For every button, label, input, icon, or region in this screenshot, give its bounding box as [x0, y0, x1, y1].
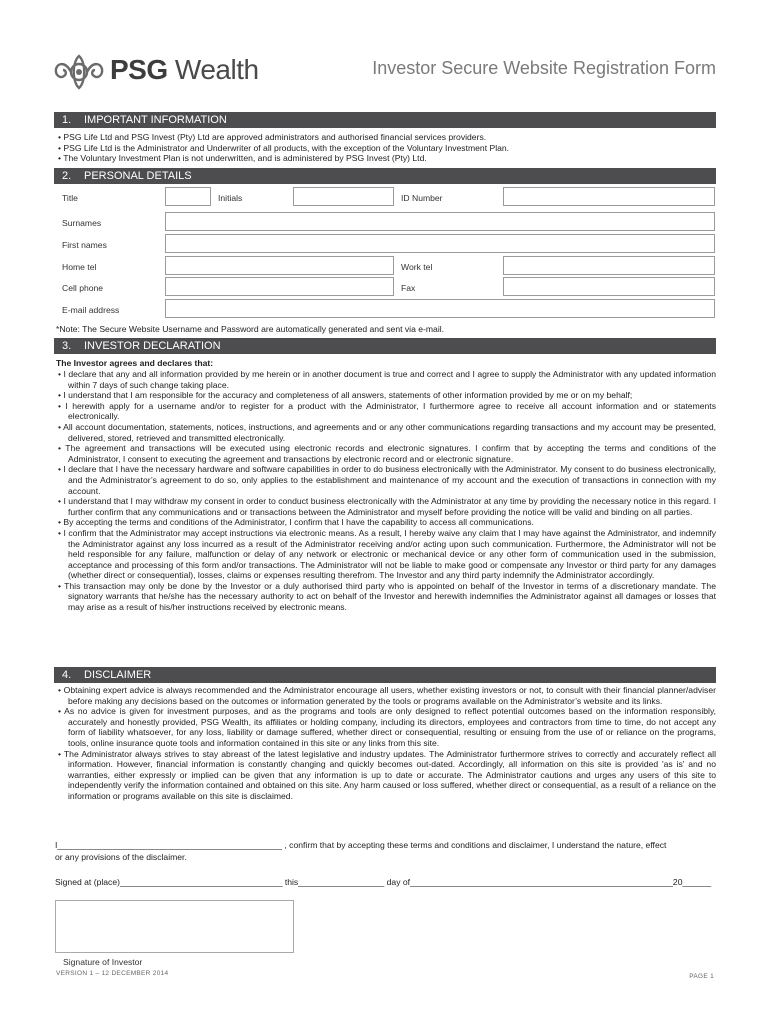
- fax-field[interactable]: [503, 277, 715, 296]
- logo-text: PSG Wealth: [110, 54, 259, 85]
- list-item: • I herewith apply for a username and/or to register for a product with the Administrator, I furthermore agree to receive all account information and or statements electronically.: [58, 400, 716, 422]
- list-item: • I understand that I am responsible for the accuracy and completeness of all answers, statements of other information provided by me or on my behalf;: [58, 390, 633, 401]
- home-tel-label: Home tel: [62, 262, 97, 272]
- initials-label: Initials: [218, 193, 243, 203]
- confirm-line[interactable]: I_______________________________________________ , confirm that by accepting these terms and conditions and disclaimer, I understand the nature, effect: [55, 840, 667, 850]
- email-label: E-mail address: [62, 305, 120, 315]
- page-number: PAGE 1: [689, 973, 714, 980]
- initials-field[interactable]: [293, 187, 394, 206]
- declaration-list: [58, 369, 716, 613]
- section-number: 2.: [62, 170, 72, 182]
- surnames-label: Surnames: [62, 218, 102, 228]
- section-number: 4.: [62, 669, 72, 681]
- list-item: • I declare that I have the necessary hardware and software capabilities in order to do business electronically with the Administrator. My consent to do business electronically, and the Administrator’s agreement to do so, only applies to the establishment and maintenance of my account and the execution of transactions in connection with my account.: [58, 464, 716, 496]
- section-number: 3.: [62, 340, 72, 352]
- list-item: • I confirm that the Administrator may accept instructions via electronic means. As a result, I hereby waive any claim that I may have against the Administrator, and indemnify the Administrator against any loss incurred as a result of the Administrator receiving and/or acting upon such communication. Furthermore, the Administrator will not be held responsible for any failure, malfunction or delay of any network or electronic or mechanical device or any other form of communication used in the submission, acceptance and processing of this form and/or transactions. The Administrator will not be liable to make good or compensate any Investor or third party for any damages (whether direct or consequential), losses, claims or expenses resulting therefrom. The Investor and any third party indemnify the Administrator accordingly.: [58, 527, 716, 581]
- work-tel-label: Work tel: [401, 262, 433, 272]
- signed-at-line[interactable]: Signed at (place)__________________________________ this__________________ day of_______________________________________________________20______: [55, 877, 712, 887]
- surnames-field[interactable]: [165, 212, 715, 231]
- important-info-list: [58, 132, 716, 164]
- work-tel-field[interactable]: [503, 256, 715, 275]
- confirm-line-continued: or any provisions of the disclaimer.: [55, 852, 187, 862]
- signature-label: Signature of Investor: [63, 957, 143, 967]
- section-title: DISCLAIMER: [84, 669, 152, 681]
- title-field[interactable]: [165, 187, 211, 206]
- list-item: • Obtaining expert advice is always recommended and the Administrator encourage all users, whether existing investors or not, to consult with their financial planner/adviser before making any decisions based on the outcomes or information generated by the tools or programs available on the Administrator’s website and its links.: [58, 685, 716, 706]
- signature-box[interactable]: [55, 900, 294, 953]
- section-number: 1.: [62, 114, 72, 126]
- list-item: • The Administrator always strives to stay abreast of the latest legislative and industry updates. The Administrator furthermore strives to correctly and accurately reflect all information. However, financial information is constantly changing and quickly becomes out-dated. Accordingly, all information on this site is provided 'as is' and no warranties, either expressly or implied can be given that any information is up to date or accurate. The Administrator cautions and urges any users of this site to independently verify the information contained and obtained on this site. Any harm caused or loss suffered, whether direct or consequential, as a result of a reliance on the information or programs available on this site is disclaimed.: [58, 748, 716, 801]
- form-title: Investor Secure Website Registration Form: [372, 58, 716, 78]
- cell-phone-label: Cell phone: [62, 283, 104, 293]
- list-item: • As no advice is given for investment purposes, and as the programs and tools are only designed to reflect potential outcomes based on the information responsibly, accurately and honestly provided, PSG Wealth, its affiliates or holding company, including its directors, employees and contractors from time to time, do not accept any form of liability whatsoever, for any loss, liability or damage suffered, whether direct or consequential, resulting or ensuing from the use of or reliance on the programs, tools, online insurance quote tools and information contained in this site or any links from this site.: [58, 706, 716, 748]
- disclaimer-list: [58, 685, 716, 802]
- list-item: • All account documentation, statements, notices, instructions, and agreements and or any other communications regarding transactions and my account may be presented, delivered, stored, retrieved and transmitted electronically.: [58, 421, 716, 443]
- section-1-header: [54, 112, 716, 128]
- section-title: IMPORTANT INFORMATION: [84, 114, 227, 126]
- section-title: PERSONAL DETAILS: [84, 170, 192, 182]
- list-item: • By accepting the terms and conditions of the Administrator, I confirm that I have the capability to access all communications.: [58, 517, 534, 528]
- section-title: INVESTOR DECLARATION: [84, 340, 221, 352]
- psg-wealth-logo: [52, 52, 272, 92]
- section-4-header: [54, 667, 716, 683]
- list-item: • PSG Life Ltd and PSG Invest (Pty) Ltd are approved administrators and authorised financial services providers.: [58, 132, 487, 142]
- section-2-header: [54, 168, 716, 184]
- list-item: • The Voluntary Investment Plan is not underwritten, and is administered by PSG Invest (Pty) Ltd.: [58, 153, 427, 164]
- cell-phone-field[interactable]: [165, 277, 394, 296]
- declaration-heading: The Investor agrees and declares that:: [56, 358, 214, 368]
- id-number-field[interactable]: [503, 187, 715, 206]
- list-item: • PSG Life Ltd is the Administrator and Underwriter of all products, with the exception of the Voluntary Investment Plan.: [58, 142, 510, 153]
- list-item: • This transaction may only be done by the Investor or a duly authorised third party who is appointed on behalf of the Investor in terms of a discretionary mandate. The signatory warrants that he/she has the necessary authority to act on behalf of the Investor and herewith indemnifies the Administrator against all damages or losses that may arise as a result of his/her instructions received by electronic means.: [58, 580, 716, 613]
- id-number-label: ID Number: [401, 193, 443, 203]
- first-names-label: First names: [62, 240, 107, 250]
- psg-emblem-icon: [52, 52, 106, 92]
- list-item: • I understand that I may withdraw my consent in order to conduct business electronically with the Administrator at any time by providing the necessary notice in this regard. I further confirm that any communications and or transactions between the Administrator and myself before providing the notice will be valid and binding on all parties.: [58, 496, 716, 517]
- title-label: Title: [62, 193, 78, 203]
- section-3-header: [54, 338, 716, 354]
- list-item: • I declare that any and all information provided by me herein or in another document is true and correct and I agree to supply the Administrator with any updated information within 7 days of such change taking place.: [58, 369, 716, 390]
- email-field[interactable]: [165, 299, 715, 318]
- list-item: • The agreement and transactions will be executed using electronic records and electronic signatures. I confirm that by accepting the terms and conditions of the Administrator, I consent to executing the agreement and transactions by electronic record and or electronic signature.: [58, 443, 716, 464]
- version-footer: VERSION 1 – 12 DECEMBER 2014: [56, 970, 169, 977]
- fax-label: Fax: [401, 283, 416, 293]
- home-tel-field[interactable]: [165, 256, 394, 275]
- note-text: *Note: The Secure Website Username and Password are automatically generated and sent via e-mail.: [56, 324, 445, 334]
- first-names-field[interactable]: [165, 234, 715, 253]
